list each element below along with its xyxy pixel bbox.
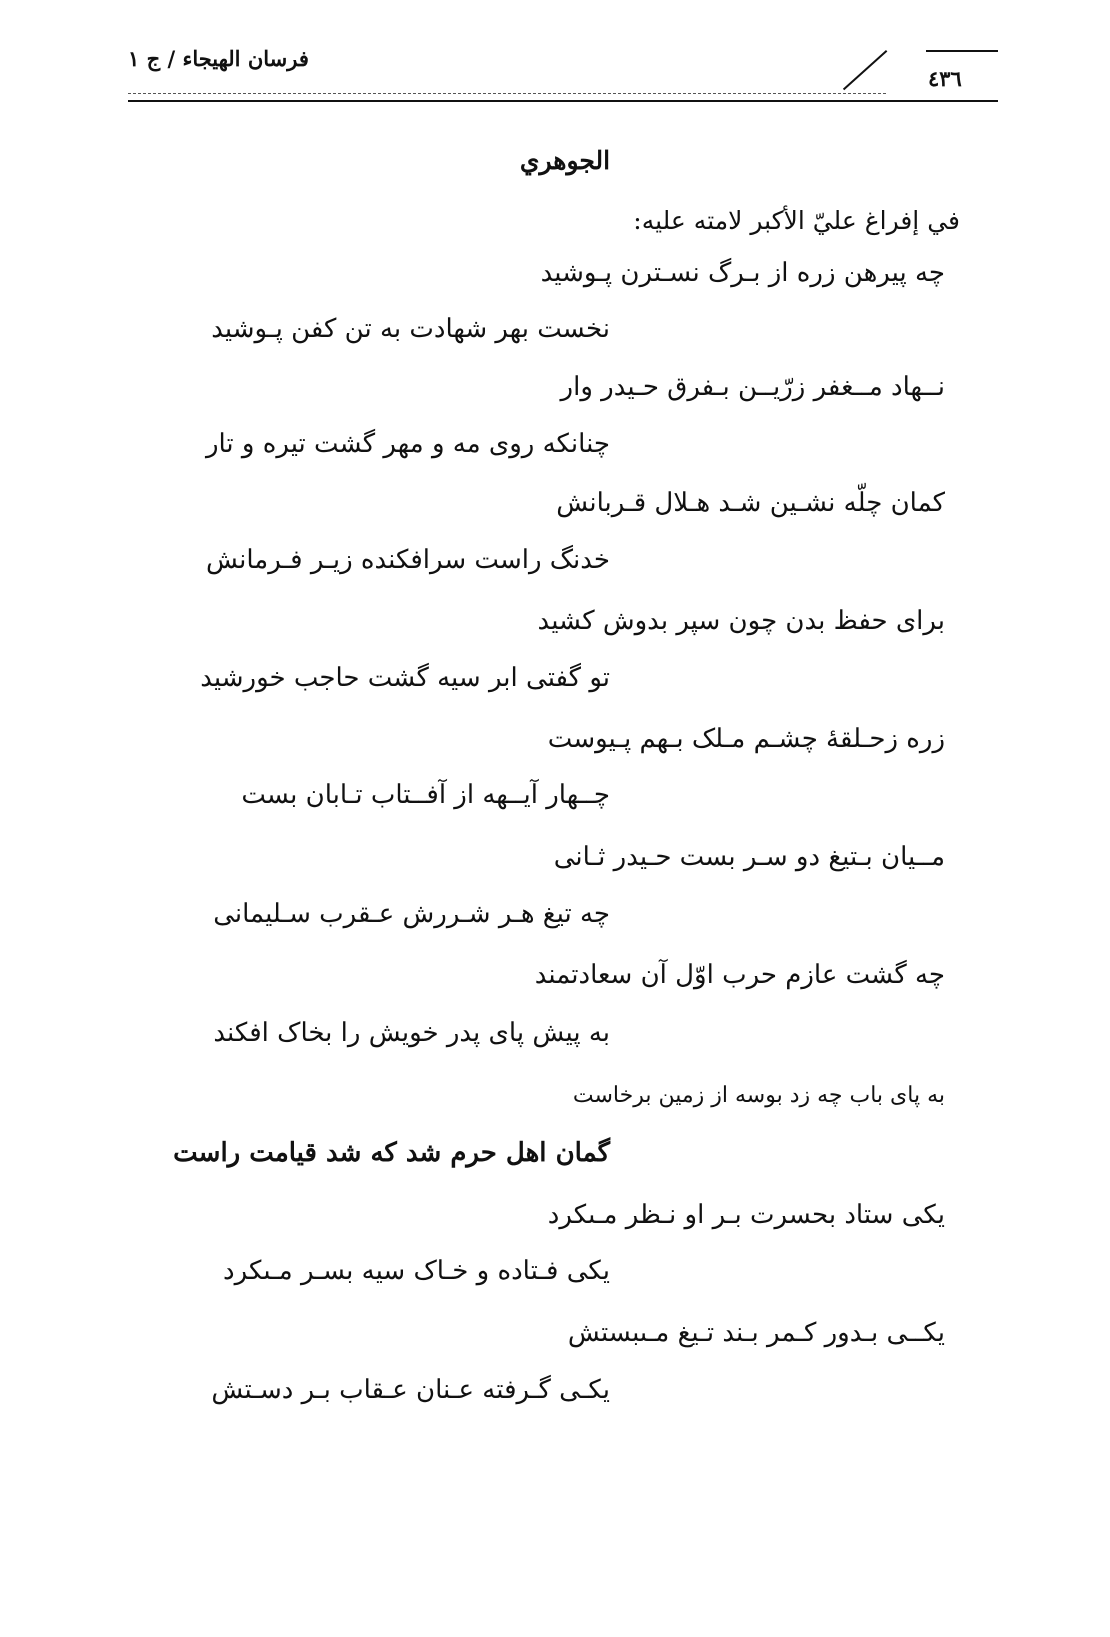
- verse-line: كمان چلّه نشـين شـد هـلال قـربانش: [556, 488, 945, 518]
- verse-line: خدنگ راست سرافكنده زيـر فـرمانش: [205, 545, 610, 575]
- verse-line: تو گفتى ابر سيه گشت حاجب خورشيد: [200, 663, 610, 693]
- verse-line: چنانكه روى مه و مهر گشت تيره و تار: [205, 429, 610, 459]
- header-rule: [128, 100, 998, 102]
- verse-line: به پاى باب چه زد بوسه از زمين برخاست: [572, 1083, 945, 1108]
- page-number: ٤٣٦: [928, 66, 962, 91]
- running-header-title: فرسان الهيجاء / ج ١: [128, 46, 309, 71]
- verse-line: زره زحـلقهٔ چشـم مـلک بـهم پـيوست: [547, 724, 945, 754]
- verse-line: يكــى بـدور كـمر بـند تـيغ مـىبستش: [567, 1318, 945, 1348]
- verse-line: چــهار آيــهه از آفــتاب تـابان بست: [241, 780, 610, 810]
- verse-line: نــهاد مــغفر زرّيــن بـفرق حـيدر وار: [560, 372, 945, 402]
- verse-line: به پيش پاى پدر خويش را بخاک افكند: [213, 1018, 610, 1048]
- header-rule-top: [926, 50, 998, 52]
- verse-line: يكى فـتاده و خـاک سيه بسـر مـىكرد: [223, 1256, 610, 1286]
- verse-line: براى حفظ بدن چون سپر بدوش كشيد: [537, 606, 945, 636]
- poet-heading: الجوهري: [519, 146, 611, 175]
- header-rule-slant: [843, 50, 887, 90]
- verse-line: يكـى گـرفته عـنان عـقاب بـر دسـتش: [211, 1375, 610, 1405]
- verse-line: گمان اهل حرم شد كه شد قيامت راست: [173, 1138, 610, 1168]
- verse-line: مــيان بـتيغ دو سـر بست حـيدر ثـانى: [553, 842, 945, 872]
- verse-line: چه گشت عازم حرب اوّل آن سعادتمند: [534, 960, 945, 990]
- verse-line: نخست بهر شهادت به تن كفن پـوشيد: [211, 314, 610, 344]
- header-rule-dashed: [128, 93, 886, 94]
- poem-introduction: في إفراغ عليّ الأكبر لامته عليه:: [633, 206, 960, 235]
- verse-line: يكى ستاد بحسرت بـر او نـظر مـىكرد: [547, 1200, 945, 1230]
- verse-line: چه پيرهن زره از بـرگ نسـترن پـوشيد: [540, 258, 945, 288]
- verse-line: چه تيغ هـر شـررش عـقرب سـليمانى: [213, 899, 610, 929]
